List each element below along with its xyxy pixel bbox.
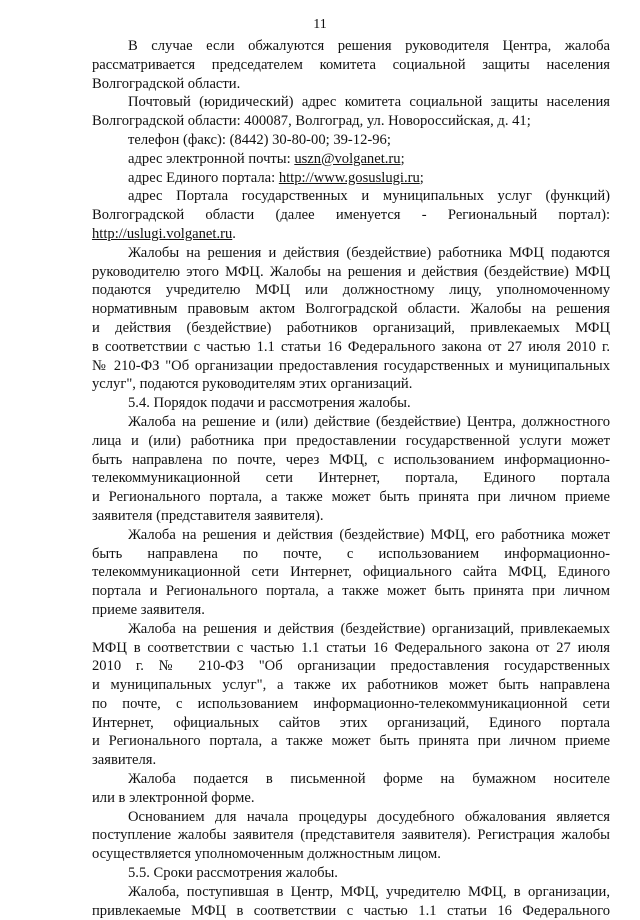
paragraph-line: Жалобы на решения и действия (бездействие) работника МФЦ подаются	[128, 244, 610, 261]
paragraph-line: приеме заявителя.	[92, 601, 205, 618]
paragraph-line: заявителя.	[92, 752, 157, 769]
paragraph-line: № 210-ФЗ "Об организации предоставления государственных и муниципальных	[92, 357, 610, 374]
paragraph-line: Волгоградской области.	[92, 75, 241, 92]
paragraph-line: быть направлена по почте, с использованием информационно-	[92, 545, 610, 562]
portal-label: адрес Единого портала:	[128, 169, 279, 186]
paragraph-line: МФЦ в соответствии с частью 1.1 статьи 16 Федерального закона от 27 июля	[92, 639, 610, 656]
email-suffix: ;	[400, 150, 405, 167]
paragraph-line: по почте, с использованием информационно-телекоммуникационной сети	[92, 695, 610, 712]
paragraph-line: портала и Регионального портала, а также может быть принята при личном	[92, 583, 610, 600]
paragraph-line: и действия (бездействие) работников организаций, привлекаемых МФЦ	[92, 319, 610, 336]
paragraph-line: в соответствии с частью 1.1 статьи 16 Федерального закона от 27 июля 2010 г.	[92, 338, 610, 355]
paragraph-line: 2010 г. № 210-ФЗ "Об организации предоставления государственных	[92, 658, 610, 675]
regional-portal-suffix: .	[232, 225, 236, 242]
paragraph-line: адрес Портала государственных и муниципальных услуг (функций)	[128, 188, 610, 205]
section-heading: 5.4. Порядок подачи и рассмотрения жалобы.	[128, 395, 411, 412]
paragraph-line: Волгоградской области (далее именуется - Региональный портал):	[92, 207, 610, 224]
paragraph-line: лица и (или) работника при предоставлении государственной услуги может	[92, 432, 610, 449]
email-line	[92, 150, 610, 169]
paragraph-line: телекоммуникационной сети Интернет, портала, Единого портала	[92, 470, 610, 487]
portal-link[interactable]: http://www.gosuslugi.ru	[278, 169, 420, 186]
paragraph-line: Жалоба подается в письменной форме на бумажном носителе	[128, 771, 610, 788]
portal-line	[92, 169, 610, 188]
paragraph-line: быть направлена по почте, через МФЦ, с использованием информационно-	[92, 451, 610, 468]
paragraph-line: привлекаемые МФЦ в соответствии с частью 1.1 статьи 16 Федерального	[92, 902, 610, 919]
paragraph-line: и Регионального портала, а также может быть принята при личном приеме	[92, 489, 610, 506]
paragraph-line: руководителю этого МФЦ. Жалобы на решения и действия (бездействие) МФЦ	[92, 263, 610, 280]
paragraph-line: Жалоба на решения и действия (бездействие) МФЦ, его работника может	[128, 526, 610, 543]
email-link[interactable]: uszn@volganet.ru	[294, 150, 401, 167]
paragraph-line: В случае если обжалуются решения руководителя Центра, жалоба	[128, 38, 610, 54]
paragraph-line: Волгоградской области: 400087, Волгоград, ул. Новороссийская, д. 41;	[92, 113, 531, 130]
email-label: адрес электронной почты:	[128, 150, 295, 167]
paragraph-line: поступление жалобы заявителя (представителя заявителя). Регистрация жалобы	[92, 827, 610, 844]
paragraph-line: Жалоба на решение и (или) действие (бездействие) Центра, должностного	[128, 413, 610, 430]
paragraph-line: услуг", подаются руководителям этих организаций.	[92, 376, 413, 393]
regional-portal-link[interactable]: http://uslugi.volganet.ru	[92, 225, 233, 242]
paragraph-line: подаются учредителю МФЦ или должностному лицу, уполномоченному	[92, 282, 610, 299]
paragraph-line: или в электронной форме.	[92, 789, 255, 806]
paragraph-line: Основанием для начала процедуры досудебного обжалования является	[128, 808, 610, 825]
paragraph-line: осуществляется уполномоченным должностным лицом.	[92, 846, 441, 863]
regional-portal-line	[92, 225, 610, 244]
document-body	[92, 37, 610, 920]
paragraph-line: телефон (факс): (8442) 30-80-00; 39-12-96;	[128, 131, 391, 148]
paragraph-line: Почтовый (юридический) адрес комитета социальной защиты населения	[128, 94, 610, 111]
portal-suffix: ;	[419, 169, 424, 186]
paragraph-line: Жалоба на решения и действия (бездействие) организаций, привлекаемых	[128, 620, 610, 637]
paragraph-line: рассматривается председателем комитета социальной защиты населения	[92, 56, 610, 73]
section-heading: 5.5. Сроки рассмотрения жалобы.	[128, 865, 338, 882]
paragraph-line: и Регионального портала, а также может быть принята при личном приеме	[92, 733, 610, 750]
paragraph-line: и муниципальных услуг", а также их работников может быть направлена	[92, 677, 610, 694]
paragraph-line: нормативным правовым актом Волгоградской области. Жалобы на решения	[92, 301, 610, 318]
paragraph-line: заявителя (представителя заявителя).	[92, 507, 324, 524]
paragraph-line: Жалоба, поступившая в Центр, МФЦ, учредителю МФЦ, в организации,	[128, 883, 610, 900]
paragraph-line: телекоммуникационной сети Интернет, официального сайта МФЦ, Единого	[92, 564, 610, 581]
paragraph-line: Интернет, официальных сайтов этих организаций, Единого портала	[92, 714, 610, 731]
page-number: 11	[313, 17, 327, 32]
